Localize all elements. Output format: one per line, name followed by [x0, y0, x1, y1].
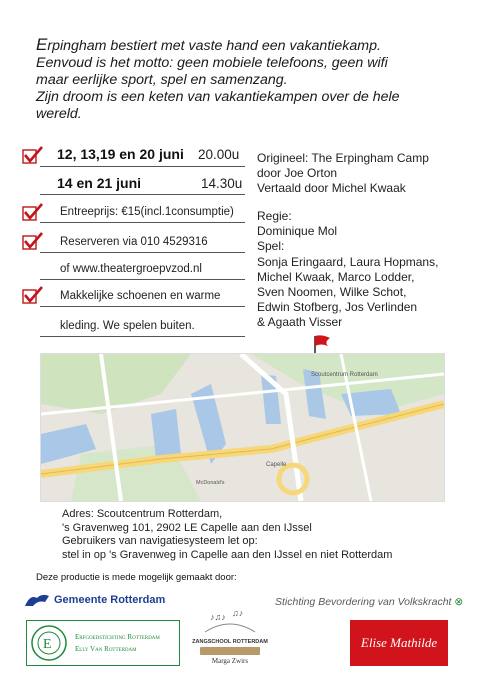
address-line: Adres: Scoutcentrum Rotterdam, — [62, 508, 223, 520]
intro-line: rpingham bestiert met vaste hand een vakantiekamp. — [47, 38, 381, 54]
cast-line: Sven Noomen, Wilke Schot, — [257, 285, 407, 300]
shoes-text: Makkelijke schoenen en warme — [60, 290, 221, 302]
erfgoed-sub: Elly Van Rotterdam — [75, 645, 137, 653]
svg-text:E: E — [43, 637, 52, 652]
divider — [40, 279, 245, 280]
schedule-time: 14.30u — [201, 176, 243, 191]
elise-name: Elise Mathilde — [360, 635, 438, 650]
cast-line: Sonja Eringaard, Laura Hopmans, — [257, 254, 439, 269]
regie-name: Dominique Mol — [257, 224, 338, 239]
zangschool-name: ZANGSCHOOL ROTTERDAM — [192, 639, 268, 645]
intro-line: Eenvoud is het motto: geen mobiele telefoons, geen wifi — [36, 55, 388, 71]
intro-line: Zijn droom is een keten van vakantiekampen over de hele — [36, 89, 400, 105]
regie-label: Regie: — [257, 209, 292, 223]
website-text: of www.theatergroepvzod.nl — [60, 263, 202, 275]
sponsors-heading: Deze productie is mede mogelijk gemaakt door: — [36, 572, 237, 583]
address-line: stel in op 's Gravenweg in Capelle aan den IJssel en niet Rotterdam — [62, 548, 393, 561]
credits-line: door Joe Orton — [257, 166, 338, 181]
map-label-mcd: McDonald's — [196, 480, 225, 486]
check-icon — [22, 232, 44, 250]
intro-line: wereld. — [36, 106, 82, 122]
shoes-text: kleding. We spelen buiten. — [60, 320, 195, 332]
intro-capital: E — [36, 35, 48, 54]
gemeente-logo — [24, 592, 165, 608]
address-block — [62, 508, 392, 562]
divider — [40, 166, 245, 167]
check-icon — [22, 146, 44, 164]
address-line: 's Gravenweg 101, 2902 LE Capelle aan den IJssel — [62, 521, 312, 534]
cast-block — [257, 209, 438, 331]
intro-line: maar eerlijke sport, spel en samenzang. — [36, 72, 288, 88]
map-label-capelle: Capelle — [266, 462, 287, 468]
zangschool-person: Marga Zwirs — [211, 657, 249, 665]
lion-icon — [24, 592, 50, 608]
svg-text:♪♫♪: ♪♫♪ — [210, 612, 226, 622]
credits-line: Origineel: The Erpingham Camp — [257, 151, 429, 165]
schedule-time: 20.00u — [198, 147, 240, 162]
zangschool-logo — [190, 606, 270, 665]
cast-line: Edwin Stofberg, Jos Verlinden — [257, 300, 418, 315]
stichting-name: Stichting Bevordering van Volkskracht — [275, 596, 452, 608]
erfgoed-logo — [26, 620, 180, 666]
divider — [40, 194, 245, 195]
map-graphic — [41, 354, 444, 501]
address-line: Gebruikers van navigatiesysteem let op: — [62, 535, 258, 548]
cast-line: Michel Kwaak, Marco Lodder, — [257, 269, 415, 284]
price-text: Entreeprijs: €15(incl.1consumptie) — [60, 206, 234, 218]
credits-block — [257, 151, 429, 197]
cast-line: & Agaath Visser — [257, 315, 343, 330]
divider — [40, 222, 245, 223]
location-map[interactable] — [40, 353, 445, 502]
spel-label: Spel: — [257, 239, 285, 254]
book-icon — [200, 647, 260, 655]
map-label-scouting: Scoutcentrum Rotterdam — [311, 372, 378, 378]
schedule-dates: 12, 13,19 en 20 juni — [57, 146, 184, 162]
divider — [40, 252, 245, 253]
gemeente-name: Gemeente Rotterdam — [54, 594, 166, 606]
check-icon — [22, 203, 44, 221]
schedule-dates: 14 en 21 juni — [57, 175, 142, 191]
elise-logo — [350, 620, 448, 666]
seal-icon — [29, 623, 69, 663]
reserve-text: Reserveren via 010 4529316 — [60, 236, 208, 248]
music-notes-icon — [200, 606, 260, 634]
check-icon — [22, 286, 44, 304]
credits-line: Vertaald door Michel Kwaak — [257, 181, 406, 196]
intro-text — [36, 36, 456, 123]
divider — [40, 306, 245, 307]
erfgoed-name: Erfgoedstichting Rotterdam — [75, 633, 160, 641]
stichting-logo: Stichting Bevordering van Volkskracht ⊗ — [275, 596, 464, 608]
svg-text:♫♪: ♫♪ — [232, 608, 244, 618]
divider — [40, 336, 245, 337]
